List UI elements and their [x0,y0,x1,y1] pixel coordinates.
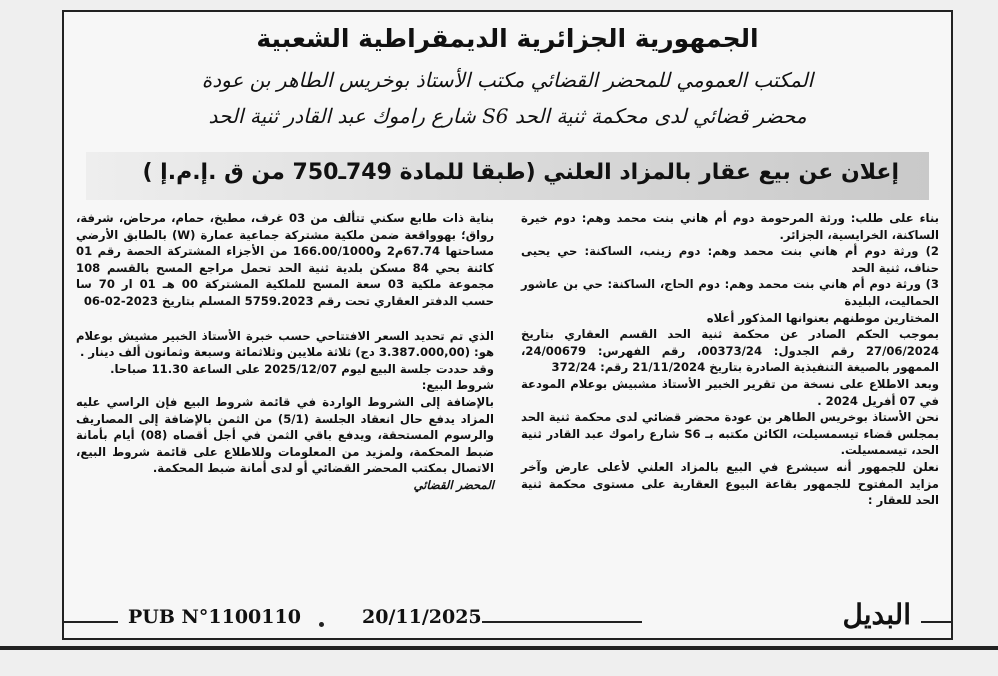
session-date: وقد حددت جلسة البيع ليوم 2025/12/07 على الساعة 11.30 صباحا. [110,361,494,376]
conditions-text: بالإضافة إلى الشروط الواردة في قائمة شروط البيع فإن الراسي عليه المزاد يدفع حال انعقاد الجلسة (5/1) من الثمن بالإضافة إلى المصاريف والرسوم المستحقة، ويدفع باقي الثمن في أجل أقصاه (08) أيام بأمانة ضبط المحكمة، ولمزيد من المعلومات وللاطلاع على قائمة شروط البيع، الاتصال بمكتب المحضر القضائي أو لدى أمانة ضبط المحكمة. [76,394,495,476]
signature: المحضر القضائي [413,477,494,492]
newspaper-name: البديل [842,598,911,631]
paragraph: بموجب الحكم الصادر عن محكمة ثنية الحد القسم العقاري بتاريخ 27/06/2024 رقم الجدول: 00373/24، رقم الفهرس: 24/00679، الممهور بالصيغة التنفيذية الصادرة بتاريخ 21/11/2024 رقم: 372/24 [521,327,939,375]
spacer [76,310,494,328]
bottom-rule [0,646,998,650]
title-band [86,152,929,200]
right-column [521,210,939,509]
footer-rule [64,621,118,623]
office-header: المكتب العمومي للمحضر القضائي مكتب الأستاذ بوخريس الطاهر بن عودة [201,68,814,92]
footer-rule [482,621,642,623]
announcement-frame [62,10,953,640]
footer-dot [319,622,324,627]
conditions-heading: شروط البيع: [421,378,494,393]
publication-date: 20/11/2025 [362,606,482,628]
left-column [76,210,494,494]
republic-header: الجمهورية الجزائرية الديمقراطية الشعبية [256,24,759,53]
announcement-title: إعلان عن بيع عقار بالمزاد العلني (طبقا للمادة 749ـ750 من ق .إ.م.إ ) [142,160,899,185]
opening-price: الذي تم تحديد السعر الافتتاحي حسب خبرة الأستاذ الخبير مشيش بوعلام هو: (3.387.000,00 دج) ثلاثة ملايين وثلاثمائة وسبعة وثمانون ألف دينار . [76,328,494,360]
pub-number: PUB N°1100110 [128,606,301,628]
paragraph: بناء على طلب: ورثة المرحومة دوم أم هاني بنت محمد وهم: دوم خيرة الساكنة، الخرايسية، الجزائر. [521,211,939,242]
footer [64,598,951,634]
paragraph: نعلن للجمهور أنه سيشرع في البيع بالمزاد العلني لأعلى عارض وآخر مزايد المفتوح للجمهور بقاعة البيوع العقارية على مستوى محكمة ثنية الحد للعقار : [521,459,939,508]
paragraph: نحن الأستاذ بوخريس الطاهر بن عودة محضر قضائي لدى محكمة ثنية الحد بمجلس قضاء تيسمسيلت، الكائن مكتبه بـ S6 شارع راموك عبد القادر ثنية الحد، تيسمسيلت. [521,410,939,458]
footer-rule [921,621,951,623]
court-header: محضر قضائي لدى محكمة ثنية الحد S6 شارع راموك عبد القادر ثنية الحد [208,104,807,128]
property-description: بناية ذات طابع سكني تتألف من 03 غرف، مطبخ، حمام، مرحاض، شرفة، رواق؛ بهوواقعة ضمن ملكية مشتركة جماعية عمارة (W) بالطابق الأرضي مساحتها 67.74م2 و166.00/1000 من الأجزاء المشتركة الحصة رقم 01 كائنة بحي 84 مسكن بلدية ثنية الحد تحمل مراجع المسح بالقسم 108 مجموعة ملكية 03 سعة المسح للملكية المشتركة 00 هـ 01 ار 70 سا حسب الدفتر العقاري تحت رقم 5759.2023 المسلم بتاريخ 2023-02-06 [76,211,494,308]
paragraph: المختارين موطنهم بعنوانها المذكور أعلاه [706,310,939,325]
paragraph: وبعد الاطلاع على نسخة من تقرير الخبير الأستاذ مشبيش بوعلام المودعة في 07 أفريل 2024 . [521,376,939,408]
paragraph: 2) ورثة دوم أم هاني بنت محمد وهم: دوم زينب، الساكنة: حي يحيى حناف، ثنية الحد [521,244,939,275]
paragraph: 3) ورثة دوم أم هاني بنت محمد وهم: دوم الحاج، الساكنة: حي بن عاشور الحماليت، البليدة [521,277,939,308]
